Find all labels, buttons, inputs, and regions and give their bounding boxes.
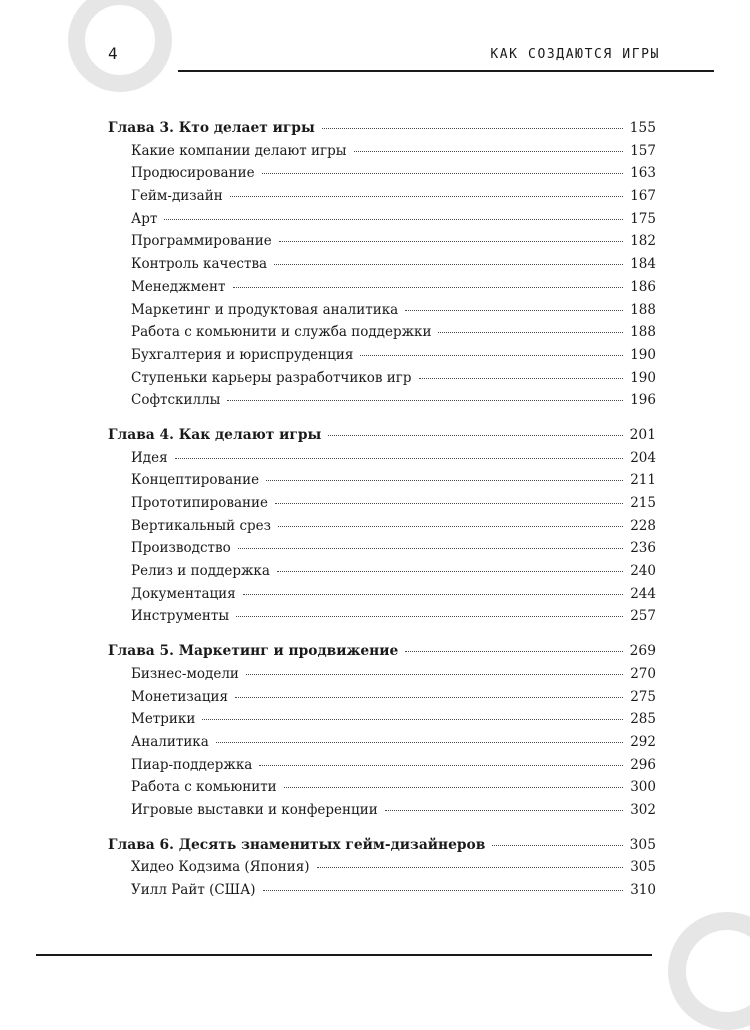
chapter-heading: [108, 643, 656, 666]
footer-rule: [36, 954, 652, 956]
toc-entry: [108, 608, 656, 631]
entry-page-number: 240: [630, 563, 656, 580]
dot-leader: [405, 651, 622, 652]
entry-title: Программирование: [131, 233, 272, 250]
dot-leader: [317, 867, 624, 868]
dot-leader: [235, 697, 623, 698]
entry-page-number: 157: [630, 142, 656, 159]
toc-entry: [108, 256, 656, 279]
dot-leader: [266, 480, 623, 481]
toc-entry: [108, 711, 656, 734]
toc-entry: [108, 586, 656, 609]
entry-title: Работа с комьюнити: [131, 779, 277, 796]
chapter-page-number: 305: [629, 836, 656, 853]
toc-entry: [108, 689, 656, 712]
toc-entry: [108, 540, 656, 563]
dot-leader: [274, 264, 623, 265]
entry-title: Концептирование: [131, 472, 260, 489]
decorative-ring-top: [68, 0, 172, 92]
dot-leader: [243, 594, 624, 595]
entry-page-number: 163: [630, 165, 656, 182]
entry-title: Инструменты: [131, 608, 230, 625]
dot-leader: [246, 674, 623, 675]
entry-page-number: 270: [630, 665, 656, 682]
toc-entry: [108, 165, 656, 188]
entry-page-number: 285: [630, 711, 656, 728]
dot-leader: [263, 890, 624, 891]
chapter-block: [108, 427, 656, 631]
dot-leader: [259, 765, 623, 766]
toc-entry: [108, 472, 656, 495]
toc-entry: [108, 143, 656, 166]
entry-page-number: 300: [630, 779, 656, 796]
dot-leader: [328, 435, 622, 436]
toc-entry: [108, 324, 656, 347]
chapter-title: Глава 3. Кто делает игры: [108, 120, 315, 136]
dot-leader: [227, 400, 623, 401]
entry-title: Документация: [131, 585, 236, 602]
dot-leader: [492, 845, 622, 846]
chapter-page-number: 155: [629, 120, 656, 136]
dot-leader: [354, 151, 624, 152]
page-number: 4: [108, 44, 118, 63]
entry-title: Идея: [131, 449, 168, 466]
entry-title: Аналитика: [131, 733, 209, 750]
toc-entry: [108, 450, 656, 473]
entry-page-number: 228: [630, 517, 656, 534]
chapter-heading: [108, 427, 656, 450]
entry-title: Игровые выставки и конференции: [131, 801, 378, 818]
dot-leader: [277, 571, 623, 572]
chapter-heading: [108, 837, 656, 860]
entry-page-number: 275: [630, 688, 656, 705]
toc-entry: [108, 666, 656, 689]
toc-entry: [108, 563, 656, 586]
entry-title: Бизнес-модели: [131, 665, 239, 682]
table-of-contents: [108, 120, 656, 905]
toc-entry: [108, 495, 656, 518]
toc-entry: [108, 518, 656, 541]
entry-page-number: 310: [630, 882, 656, 898]
dot-leader: [262, 173, 624, 174]
chapter-block: [108, 120, 656, 415]
toc-entry: [108, 779, 656, 802]
entry-title: Вертикальный срез: [131, 517, 272, 534]
decorative-ring-bottom: [668, 912, 750, 1030]
entry-title: Гейм-дизайн: [131, 188, 223, 205]
entry-title: Уилл Райт (США): [131, 882, 256, 898]
toc-entry: [108, 757, 656, 780]
toc-entry: [108, 802, 656, 825]
dot-leader: [233, 287, 624, 288]
dot-leader: [278, 526, 623, 527]
entry-page-number: 167: [630, 188, 656, 205]
toc-entry: [108, 279, 656, 302]
entry-title: Маркетинг и продуктовая аналитика: [131, 301, 399, 318]
entry-title: Производство: [131, 540, 231, 557]
entry-page-number: 188: [630, 301, 656, 318]
entry-page-number: 305: [630, 859, 656, 876]
dot-leader: [164, 219, 623, 220]
entry-page-number: 190: [630, 369, 656, 386]
dot-leader: [322, 128, 623, 129]
entry-page-number: 292: [630, 733, 656, 750]
entry-page-number: 257: [630, 608, 656, 625]
entry-page-number: 190: [630, 346, 656, 363]
entry-title: Релиз и поддержка: [131, 563, 270, 580]
entry-title: Работа с комьюнити и служба поддержки: [131, 324, 432, 341]
entry-page-number: 204: [630, 449, 656, 466]
entry-page-number: 296: [630, 756, 656, 773]
running-title: КАК СОЗДАЮТСЯ ИГРЫ: [490, 47, 660, 62]
entry-page-number: 236: [630, 540, 656, 557]
chapter-title: Глава 5. Маркетинг и продвижение: [108, 643, 399, 660]
header-rule: [178, 70, 714, 72]
dot-leader: [236, 616, 623, 617]
toc-entry: [108, 211, 656, 234]
entry-page-number: 215: [630, 495, 656, 511]
entry-title: Продюсирование: [131, 165, 255, 182]
entry-page-number: 184: [630, 256, 656, 273]
dot-leader: [284, 787, 624, 788]
toc-entry: [108, 882, 656, 905]
entry-page-number: 244: [630, 585, 656, 602]
dot-leader: [405, 310, 623, 311]
toc-entry: [108, 347, 656, 370]
toc-entry: [108, 233, 656, 256]
entry-title: Софтскиллы: [131, 392, 221, 409]
chapter-title: Глава 4. Как делают игры: [108, 426, 322, 443]
entry-title: Хидео Кодзима (Япония): [131, 859, 310, 876]
dot-leader: [202, 719, 623, 720]
dot-leader: [419, 378, 624, 379]
entry-title: Прототипирование: [131, 495, 269, 511]
dot-leader: [238, 548, 624, 549]
entry-page-number: 186: [630, 278, 656, 295]
chapter-heading: [108, 120, 656, 143]
entry-title: Пиар-поддержка: [131, 756, 253, 773]
chapter-block: [108, 837, 656, 905]
toc-entry: [108, 392, 656, 415]
entry-page-number: 211: [630, 472, 656, 489]
entry-title: Метрики: [131, 711, 196, 728]
toc-entry: [108, 302, 656, 325]
entry-title: Бухгалтерия и юриспруденция: [131, 346, 354, 363]
dot-leader: [216, 742, 623, 743]
dot-leader: [230, 196, 624, 197]
entry-page-number: 188: [630, 324, 656, 341]
entry-title: Контроль качества: [131, 256, 268, 273]
entry-page-number: 175: [630, 210, 656, 227]
entry-title: Арт: [131, 210, 158, 227]
toc-entry: [108, 370, 656, 393]
entry-title: Какие компании делают игры: [131, 142, 347, 159]
chapter-block: [108, 643, 656, 825]
entry-page-number: 182: [630, 233, 656, 250]
chapter-title: Глава 6. Десять знаменитых гейм-дизайнеров: [108, 836, 486, 853]
dot-leader: [360, 355, 623, 356]
chapter-page-number: 269: [629, 643, 656, 660]
dot-leader: [438, 332, 623, 333]
chapter-page-number: 201: [629, 426, 656, 443]
toc-entry: [108, 859, 656, 882]
entry-page-number: 196: [630, 392, 656, 409]
toc-entry: [108, 188, 656, 211]
entry-title: Ступеньки карьеры разработчиков игр: [131, 369, 412, 386]
toc-entry: [108, 734, 656, 757]
dot-leader: [275, 503, 623, 504]
entry-page-number: 302: [630, 801, 656, 818]
dot-leader: [279, 241, 624, 242]
entry-title: Монетизация: [131, 688, 229, 705]
dot-leader: [175, 458, 624, 459]
entry-title: Менеджмент: [131, 278, 226, 295]
dot-leader: [385, 810, 624, 811]
